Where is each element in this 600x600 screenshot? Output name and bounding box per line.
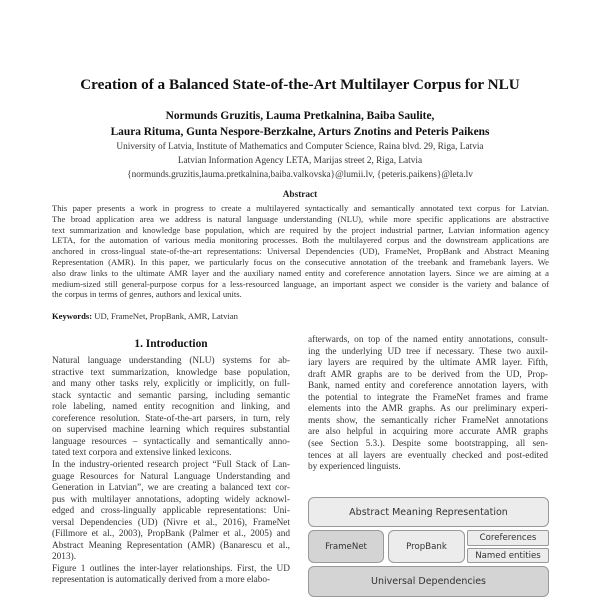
figure-box-named-entities: Named entities — [467, 548, 549, 563]
text-line: Representation (AMR). In this paper, we particularly focus on the consecutive annotation of the treebank and framebank layers. We — [52, 257, 549, 267]
figure-box-coreferences: Coreferences — [467, 530, 549, 546]
text-line: The broad application area we address is natural language understanding (NLU), while more specific applications are abstractive — [52, 213, 549, 224]
text-line: medium-sized still general-purpose corpus for a less-resourced language, an important aspect we consider is the variety and balance of — [52, 278, 549, 289]
text-line: guage Resources for Natural Language Understanding and — [52, 471, 290, 482]
figure-box-framenet: FrameNet — [308, 530, 384, 563]
text-line: the potential to integrate the FrameNet frames and frame — [308, 392, 548, 403]
keywords — [52, 311, 238, 321]
text-line: language resources – syntactically and semantically anno- — [52, 436, 290, 447]
text-line: pus with multilayer annotations, adopting widely acknowl- — [52, 494, 290, 505]
text-line: stractive text summarization, knowledge base population, — [52, 367, 290, 378]
text-line: Abstract Meaning Representation (AMR) (Banarescu et al., — [52, 540, 290, 551]
text-line: (Fillmore et al., 2003), PropBank (Palmer et al., 2005) and — [52, 529, 290, 540]
text-line: by experienced linguists. — [308, 462, 401, 473]
figure-box-propbank: PropBank — [388, 530, 465, 563]
keywords-value: UD, FrameNet, PropBank, AMR, Latvian — [92, 311, 238, 321]
text-line: draft AMR graphs are to be derived from the UD, Prop- — [308, 369, 548, 380]
text-line: Generation in Latvian”, we are creating a balanced text cor- — [52, 483, 290, 494]
figure-box-ud: Universal Dependencies — [308, 566, 549, 597]
text-line: representation is automatically derived from a more elabo- — [52, 575, 271, 586]
text-line: ments show, the semantically richer FrameNet annotations — [308, 415, 548, 426]
text-line: coreference resolution. State-of-the-art parsers, in turn, rely — [52, 413, 290, 424]
text-line: Figure 1 outlines the inter-layer relationships. First, the UD — [52, 563, 290, 574]
text-line: text summarization and knowledge base population, which are required by the project industrial partner, Latvian information agency — [52, 224, 549, 235]
text-line: edged and cross-lingually applicable representations: Uni- — [52, 506, 290, 517]
affiliation-2: Latvian Information Agency LETA, Marijas street 2, Riga, Latvia — [177, 156, 423, 166]
emails: {normunds.gruzitis,lauma.pretkalnina,baiba.valkovska}@lumii.lv, {peteris.paikens}@leta.lv — [127, 170, 473, 180]
abstract-heading: Abstract — [282, 190, 318, 200]
text-line: This paper presents a work in progress to create a multilayered syntactically and semantically annotated text corpus for Latvian. — [52, 203, 549, 213]
text-line: the corpus in terms of genres, authors and lexical units. — [52, 289, 242, 300]
text-line: and many other tasks rely, explicitly or implicitly, on full- — [52, 379, 290, 390]
text-line: anchored in cross-lingual state-of-the-art representations: Universal Dependencies (UD), FrameNet, PropBank and Abstract Meaning — [52, 246, 549, 257]
text-line: role labeling, named entity recognition and linking, and — [52, 402, 290, 413]
text-line: Natural language understanding (NLU) systems for ab- — [52, 356, 290, 366]
text-line: tated text corpora and extensive linked lexicons. — [52, 448, 232, 459]
paper-title: Creation of a Balanced State-of-the-Art Multilayer Corpus for NLU — [80, 76, 520, 93]
text-line: LETA, for the automation of various media monitoring processes. Both the multilayered corpus and the downstream applications are — [52, 235, 549, 246]
text-line: (see Section 5.3.). Despite some bootstrapping, all sen- — [308, 438, 548, 449]
text-line: In the industry-oriented research project “Full Stack of Lan- — [52, 459, 290, 470]
text-line: ing the underlying UD tree if necessary. These two auxil- — [308, 346, 548, 357]
text-line: versal Dependencies (UD) (Nivre et al., 2016), FrameNet — [52, 517, 290, 528]
text-line: are also helpful in acquiring more accurate AMR graphs — [308, 427, 548, 438]
text-line: 2013). — [52, 552, 77, 563]
text-line: stack syntactic and semantic parsing, including semantic — [52, 390, 290, 401]
text-line: elements into the AMR graphs. As our preliminary experi- — [308, 404, 548, 415]
section-heading-introduction: 1. Introduction — [134, 338, 208, 350]
keywords-label: Keywords: — [52, 311, 93, 321]
figure-box-amr: Abstract Meaning Representation — [308, 497, 549, 527]
authors-line-1: Normunds Gruzitis, Lauma Pretkalnina, Baiba Saulite, — [165, 110, 435, 122]
text-line: on supervised machine learning which requires substantial — [52, 425, 290, 436]
authors-line-2: Laura Rituma, Gunta Nespore-Berzkalne, Arturs Znotins and Peteris Paikens — [110, 126, 490, 138]
text-line: also draw links to the ultimate AMR layer and the auxiliary named entity and coreference annotation layers. Since we are aiming at a — [52, 267, 549, 278]
affiliation-1: University of Latvia, Institute of Mathematics and Computer Science, Raina blvd. 29, Riga, Latvia — [116, 142, 484, 152]
text-line: Bank, named entity and coreference annotation layers, with — [308, 381, 548, 392]
text-line: afterwards, on top of the named entity annotations, consult- — [308, 335, 548, 345]
text-line: iary layers are required by the ultimate AMR layer. Fifth, — [308, 358, 548, 369]
text-line: tences at all layers are eventually checked and post-edited — [308, 450, 548, 461]
